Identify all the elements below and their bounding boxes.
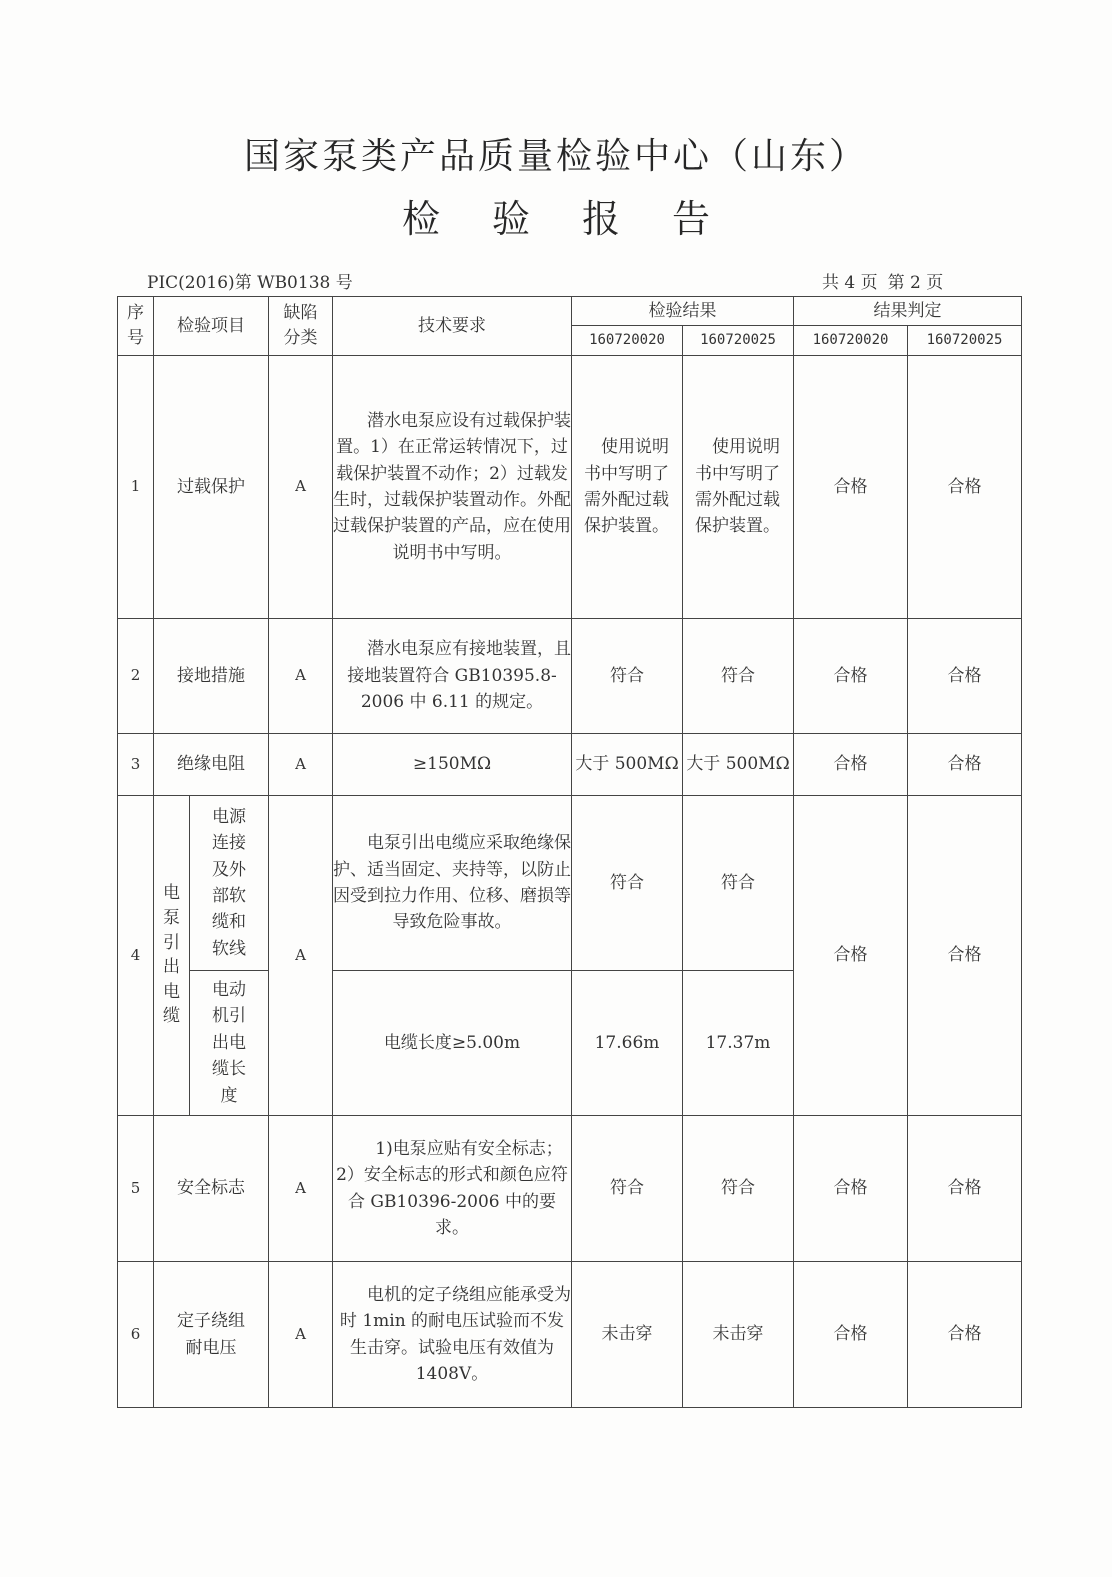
row-defect: A (269, 734, 333, 796)
subtitle-char: 报 (582, 197, 621, 241)
row-result: 符合 (572, 619, 683, 734)
table-row (118, 1262, 1022, 1408)
row-result: 未击穿 (683, 1262, 794, 1408)
header-defect: 缺陷分类 (269, 297, 333, 356)
row-seq: 5 (118, 1116, 154, 1262)
row-result: 符合 (683, 619, 794, 734)
row-seq: 3 (118, 734, 154, 796)
row-result: 符合 (572, 796, 683, 971)
row-item: 过载保护 (154, 356, 269, 619)
row-judgment: 合格 (794, 734, 908, 796)
header-result: 检验结果 (572, 297, 794, 326)
row-defect: A (269, 1116, 333, 1262)
total-pages: 共 4 页 (822, 273, 878, 293)
header-sample-id: 160720025 (908, 326, 1022, 356)
row-judgment: 合格 (794, 796, 908, 1116)
report-number: PIC(2016)第 WB0138 号 (147, 273, 353, 293)
table-header-row (118, 297, 1022, 326)
header-sample-id: 160720025 (683, 326, 794, 356)
row-judgment: 合格 (794, 1116, 908, 1262)
table-row (118, 1116, 1022, 1262)
row-requirement: 电机的定子绕组应能承受为时 1min 的耐电压试验而不发生击穿。试验电压有效值为 1408V。 (333, 1262, 572, 1408)
table-row (118, 356, 1022, 619)
row-judgment: 合格 (794, 619, 908, 734)
row-seq: 4 (118, 796, 154, 1116)
row-item: 安全标志 (154, 1116, 269, 1262)
row-defect: A (269, 356, 333, 619)
report-center-title: 国家泵类产品质量检验中心（山东） (243, 136, 868, 177)
row-defect: A (269, 1262, 333, 1408)
row-judgment: 合格 (908, 1116, 1022, 1262)
current-page: 第 2 页 (887, 273, 944, 293)
header-item: 检验项目 (154, 297, 269, 356)
row-requirement: ≥150MΩ (333, 734, 572, 796)
row-result: 符合 (572, 1116, 683, 1262)
row-judgment: 合格 (908, 734, 1022, 796)
row-subitem: 电源连接及外部软缆和软线 (190, 796, 269, 971)
row-subitem: 电动机引出电缆长度 (190, 971, 269, 1116)
header-sample-id: 160720020 (794, 326, 908, 356)
row-result: 未击穿 (572, 1262, 683, 1408)
row-requirement: 1)电泵应贴有安全标志；2）安全标志的形式和颜色应符合 GB10396-2006 中的要求。 (333, 1116, 572, 1262)
table-row (118, 619, 1022, 734)
row-item: 定子绕组耐电压 (154, 1262, 269, 1408)
row-requirement: 潜水电泵应有接地装置，且接地装置符合 GB10395.8-2006 中 6.11 的规定。 (333, 619, 572, 734)
row-result: 大于 500MΩ (572, 734, 683, 796)
header-judgment: 结果判定 (794, 297, 1022, 326)
row-item: 电泵引出电缆 (154, 796, 190, 1116)
row-item: 绝缘电阻 (154, 734, 269, 796)
row-judgment: 合格 (908, 619, 1022, 734)
row-judgment: 合格 (794, 1262, 908, 1408)
row-requirement: 电泵引出电缆应采取绝缘保护、适当固定、夹持等，以防止因受到拉力作用、位移、磨损等导致危险事故。 (333, 796, 572, 971)
row-requirement: 电缆长度≥5.00m (333, 971, 572, 1116)
row-judgment: 合格 (908, 356, 1022, 619)
row-result: 使用说明书中写明了需外配过载保护装置。 (683, 356, 794, 619)
row-judgment: 合格 (908, 1262, 1022, 1408)
row-result: 17.66m (572, 971, 683, 1116)
table-row (118, 796, 1022, 971)
page-indicator (812, 268, 943, 293)
row-judgment: 合格 (908, 796, 1022, 1116)
row-result: 使用说明书中写明了需外配过载保护装置。 (572, 356, 683, 619)
row-judgment: 合格 (794, 356, 908, 619)
row-seq: 2 (118, 619, 154, 734)
header-seq: 序号 (118, 297, 154, 356)
row-defect: A (269, 796, 333, 1116)
header-sample-id: 160720020 (572, 326, 683, 356)
row-seq: 6 (118, 1262, 154, 1408)
row-item: 接地措施 (154, 619, 269, 734)
subtitle-char: 验 (491, 197, 530, 241)
row-requirement: 潜水电泵应设有过载保护装置。1）在正常运转情况下，过载保护装置不动作；2）过载发生时，过载保护装置动作。外配过载保护装置的产品，应在使用说明书中写明。 (333, 356, 572, 619)
row-result: 大于 500MΩ (683, 734, 794, 796)
header-requirement: 技术要求 (333, 297, 572, 356)
row-defect: A (269, 619, 333, 734)
table-row (118, 734, 1022, 796)
row-result: 符合 (683, 1116, 794, 1262)
row-result: 符合 (683, 796, 794, 971)
subtitle-char: 检 (401, 197, 440, 241)
inspection-table (117, 296, 1022, 1408)
row-result: 17.37m (683, 971, 794, 1116)
report-subtitle (0, 188, 1112, 243)
subtitle-char: 告 (672, 197, 711, 241)
row-seq: 1 (118, 356, 154, 619)
